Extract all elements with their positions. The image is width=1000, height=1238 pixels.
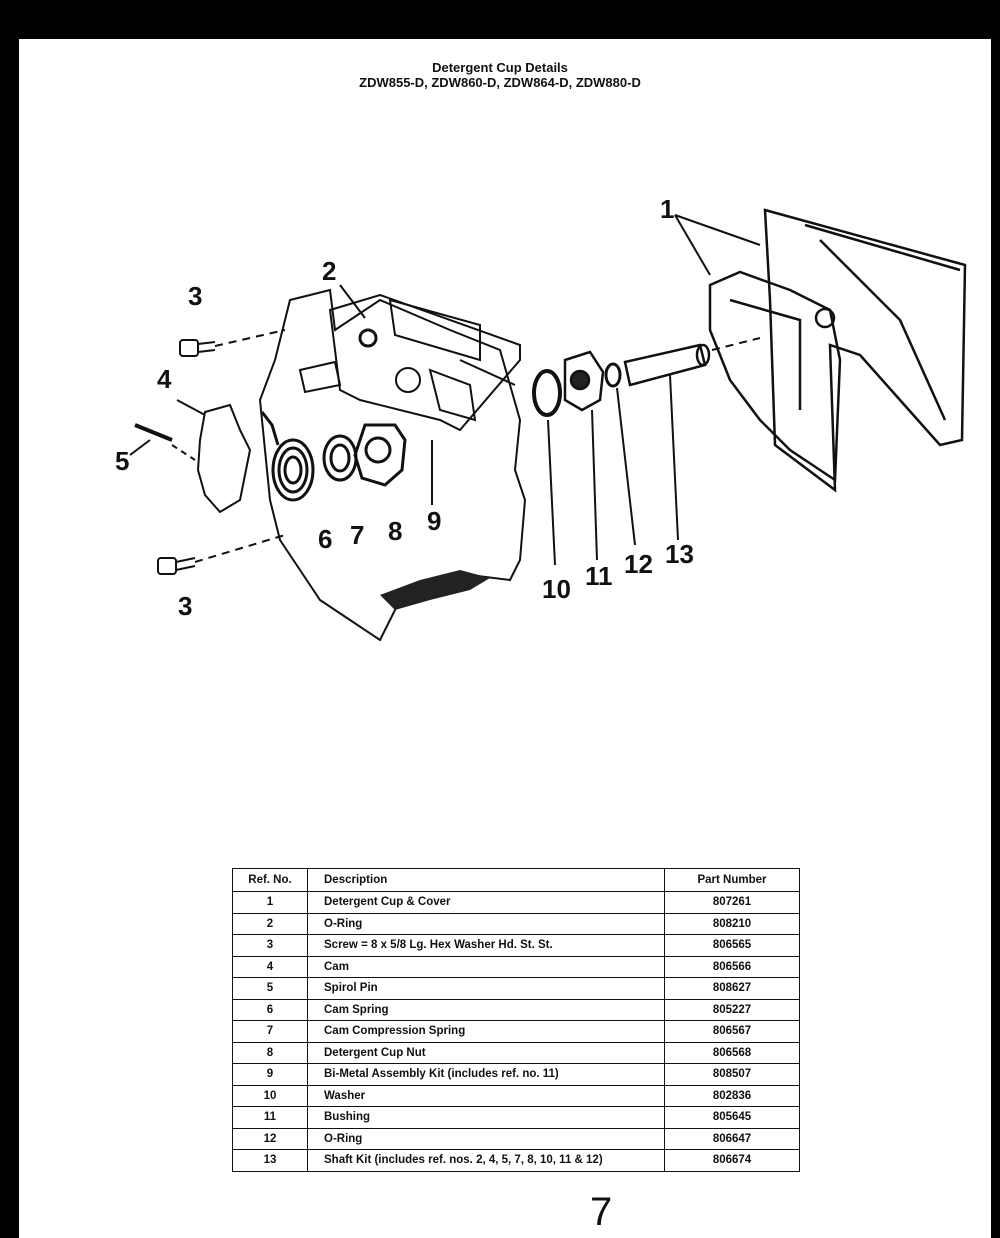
description-cell: Screw = 8 x 5/8 Lg. Hex Washer Hd. St. St.	[308, 935, 665, 957]
table-row	[233, 1150, 800, 1172]
description-cell: Cam Compression Spring	[308, 1021, 665, 1043]
table-row	[233, 1107, 800, 1129]
description-cell: O-Ring	[308, 913, 665, 935]
ref-cell: 6	[233, 999, 308, 1021]
header-description: Description	[308, 869, 665, 892]
callout-9: 9	[427, 506, 442, 536]
table-row	[233, 1085, 800, 1107]
table-row	[233, 978, 800, 1000]
table-row	[233, 1021, 800, 1043]
callout-2: 2	[322, 256, 337, 286]
spirol-pin	[135, 425, 172, 440]
part-number-cell: 808210	[665, 913, 800, 935]
part-number-cell: 808507	[665, 1064, 800, 1086]
screw-bottom	[158, 535, 285, 574]
cam-part	[198, 405, 250, 512]
callout-leaders	[130, 215, 760, 565]
callout-11: 11	[585, 561, 613, 591]
ref-cell: 4	[233, 956, 308, 978]
description-cell: O-Ring	[308, 1128, 665, 1150]
callout-12: 12	[624, 549, 653, 579]
ref-cell: 12	[233, 1128, 308, 1150]
part-number-cell: 806674	[665, 1150, 800, 1172]
shaft	[625, 338, 760, 385]
ref-cell: 7	[233, 1021, 308, 1043]
ref-cell: 1	[233, 892, 308, 914]
callout-6: 6	[318, 524, 333, 554]
description-cell: Bi-Metal Assembly Kit (includes ref. no. 11)	[308, 1064, 665, 1086]
table-row	[233, 1064, 800, 1086]
description-cell: Cam	[308, 956, 665, 978]
table-row	[233, 1042, 800, 1064]
callout-7: 7	[350, 520, 365, 550]
compression-spring	[324, 436, 356, 480]
callout-1: 1	[660, 194, 675, 224]
o-ring-2	[360, 330, 376, 346]
part-number-cell: 806568	[665, 1042, 800, 1064]
o-ring-12	[606, 364, 620, 386]
callout-10: 10	[542, 574, 571, 604]
table-row	[233, 956, 800, 978]
page-mark: 7	[590, 1190, 613, 1234]
header-ref-no: Ref. No.	[233, 869, 308, 892]
washer	[534, 371, 560, 415]
part-number-cell: 806565	[665, 935, 800, 957]
part-number-cell: 802836	[665, 1085, 800, 1107]
bushing	[565, 352, 603, 410]
callout-3-top: 3	[188, 281, 203, 311]
ref-cell: 13	[233, 1150, 308, 1172]
part-number-cell: 805227	[665, 999, 800, 1021]
ref-cell: 5	[233, 978, 308, 1000]
screw-top	[180, 330, 285, 356]
description-cell: Detergent Cup & Cover	[308, 892, 665, 914]
parts-table	[232, 868, 800, 1172]
callout-5: 5	[115, 446, 130, 476]
table-row	[233, 999, 800, 1021]
ref-cell: 11	[233, 1107, 308, 1129]
part-number-cell: 806567	[665, 1021, 800, 1043]
part-number-cell: 806647	[665, 1128, 800, 1150]
ref-cell: 9	[233, 1064, 308, 1086]
cup-nut	[355, 425, 405, 485]
table-header-row	[233, 869, 800, 892]
callout-13: 13	[665, 539, 694, 569]
description-cell: Cam Spring	[308, 999, 665, 1021]
part-number-cell: 808627	[665, 978, 800, 1000]
description-cell: Bushing	[308, 1107, 665, 1129]
callout-4: 4	[157, 364, 172, 394]
detergent-cup-cover	[710, 210, 965, 490]
table-row	[233, 1128, 800, 1150]
table-row	[233, 892, 800, 914]
description-cell: Detergent Cup Nut	[308, 1042, 665, 1064]
ref-cell: 2	[233, 913, 308, 935]
part-number-cell: 806566	[665, 956, 800, 978]
part-number-cell: 805645	[665, 1107, 800, 1129]
callout-8: 8	[388, 516, 403, 546]
ref-cell: 3	[233, 935, 308, 957]
ref-cell: 8	[233, 1042, 308, 1064]
model-numbers: ZDW855-D, ZDW860-D, ZDW864-D, ZDW880-D	[359, 75, 641, 90]
table-row	[233, 913, 800, 935]
diagram-title: Detergent Cup Details	[432, 60, 568, 75]
callout-3-bottom: 3	[178, 591, 193, 621]
panel-dark-edge	[380, 570, 490, 610]
description-cell: Washer	[308, 1085, 665, 1107]
description-cell: Spirol Pin	[308, 978, 665, 1000]
table-row	[233, 935, 800, 957]
description-cell: Shaft Kit (includes ref. nos. 2, 4, 5, 7, 8, 10, 11 & 12)	[308, 1150, 665, 1172]
part-number-cell: 807261	[665, 892, 800, 914]
header-part-number: Part Number	[665, 869, 800, 892]
ref-cell: 10	[233, 1085, 308, 1107]
